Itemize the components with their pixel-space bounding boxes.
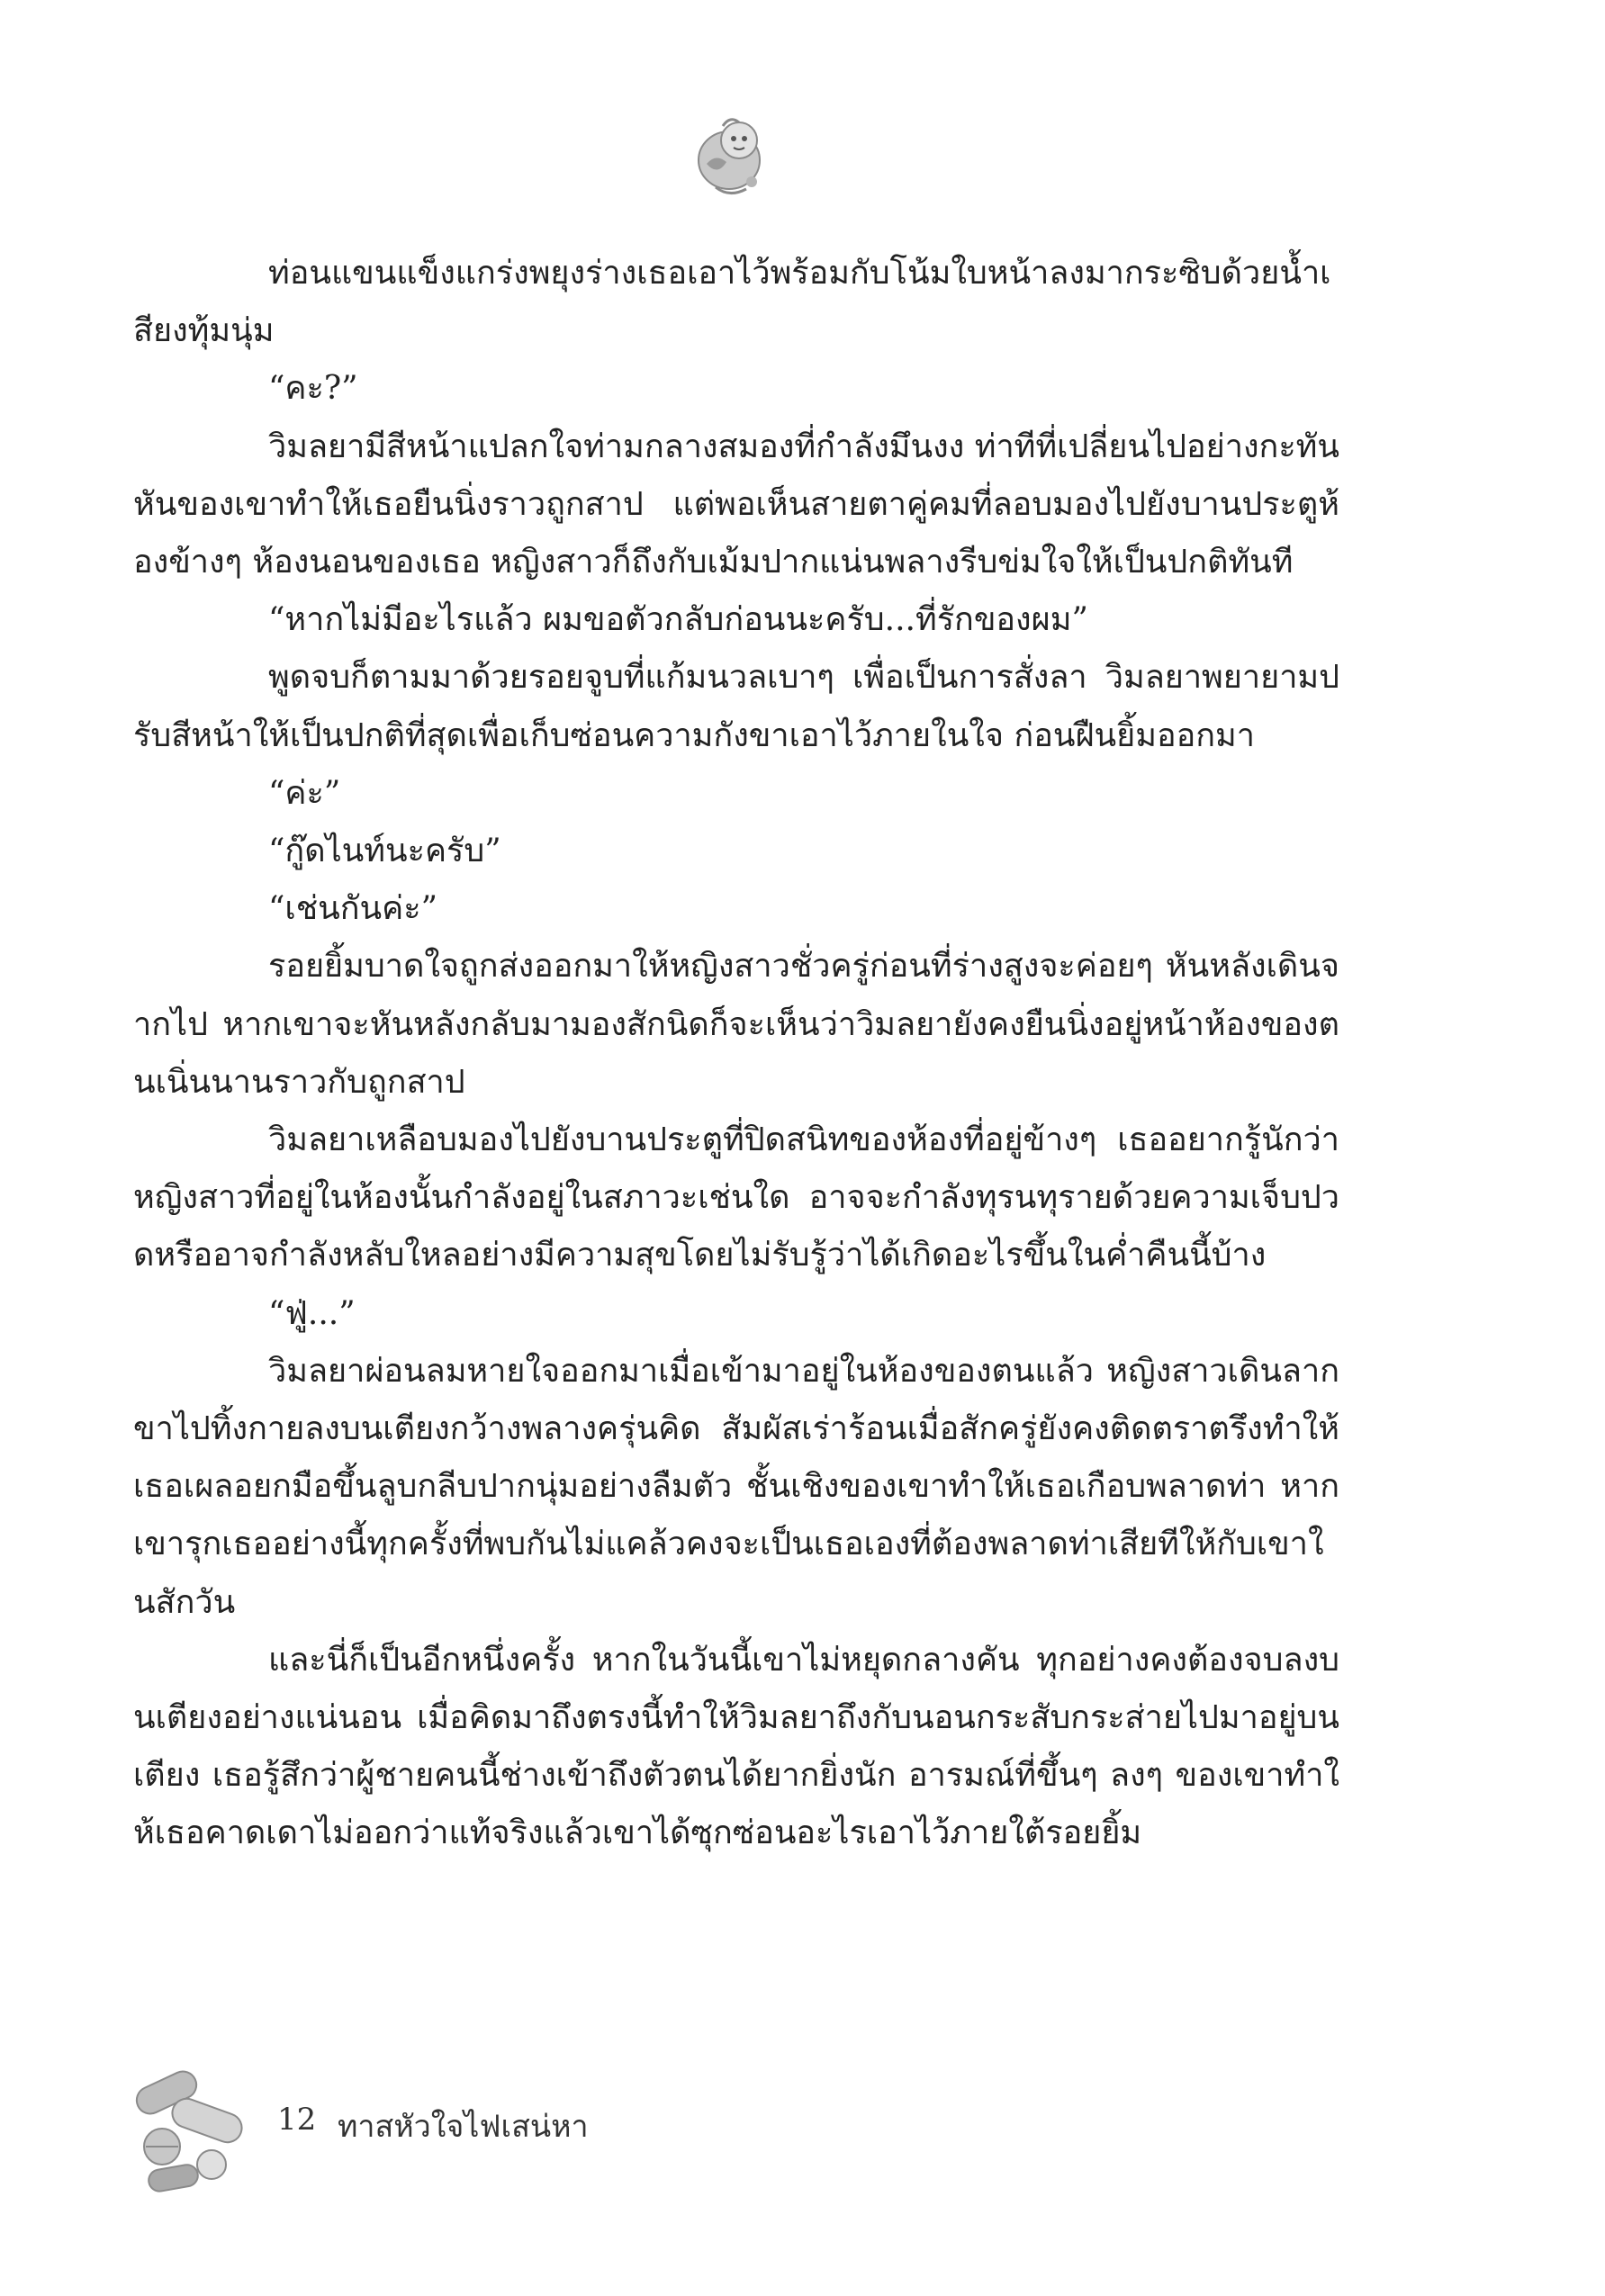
- body-text: [133, 245, 1339, 1863]
- paragraph-6: วิมลยาผ่อนลมหายใจออกมาเมื่อเข้ามาอยู่ในห้องของตนแล้ว หญิงสาวเดินลากขาไปทิ้งกายลงบนเตียงกว้างพลางครุ่นคิด สัมผัสเร่าร้อนเมื่อสักครู่ยังคงติดตราตรึงทำให้เธอเผลอยกมือขึ้นลูบกลีบปากนุ่มอย่างลืมตัว ชั้นเชิงของเขาทำให้เธอเกือบพลาดท่า หากเขารุกเธออย่างนี้ทุกครั้งที่พบกันไม่แคล้วคงจะเป็นเธอเองที่ต้องพลาดท่าเสียทีให้กับเขาในสักวัน: [133, 1352, 1339, 1621]
- paragraph-7: และนี่ก็เป็นอีกหนึ่งครั้ง หากในวันนี้เขาไม่หยุดกลางคัน ทุกอย่างคงต้องจบลงบนเตียงอย่างแน่นอน เมื่อคิดมาถึงตรงนี้ทำให้วิมลยาถึงกับนอนกระสับกระส่ายไปมาอยู่บนเตียง เธอรู้สึกว่าผู้ชายคนนี้ช่างเข้าถึงตัวตนได้ยากยิ่งนัก อารมณ์ที่ขึ้นๆ ลงๆ ของเขาทำให้เธอคาดเดาไม่ออกว่าแท้จริงแล้วเขาได้ซุกซ่อนอะไรเอาไว้ภายใต้รอยยิ้ม: [133, 1641, 1339, 1852]
- paragraph-2: วิมลยามีสีหน้าแปลกใจท่ามกลางสมองที่กำลังมึนงง ท่าทีที่เปลี่ยนไปอย่างกะทันหันของเขาทำให้เธอยืนนิ่งราวถูกสาป แต่พอเห็นสายตาคู่คมที่ลอบมองไปยังบานประตูห้องข้างๆ ห้องนอนของเธอ หญิงสาวก็ถึงกับเม้มปากแน่นพลางรีบข่มใจให้เป็นปกติทันที: [133, 428, 1339, 581]
- cartoon-mascot-icon: [680, 108, 779, 207]
- paragraph-4: รอยยิ้มบาดใจถูกส่งออกมาให้หญิงสาวชั่วครู่ก่อนที่ร่างสูงจะค่อยๆ หันหลังเดินจากไป หากเขาจะหันหลังกลับมามองสักนิดก็จะเห็นว่าวิมลยายังคงยืนนิ่งอยู่หน้าห้องของตนเนิ่นนานราวกับถูกสาป: [133, 948, 1339, 1101]
- paragraph-1: ท่อนแขนแข็งแกร่งพยุงร่างเธอเอาไว้พร้อมกับโน้มใบหน้าลงมากระซิบด้วยน้ำเสียงทุ้มนุ่ม: [133, 255, 1331, 350]
- paragraph-3: พูดจบก็ตามมาด้วยรอยจูบที่แก้มนวลเบาๆ เพื่อเป็นการสั่งลา วิมลยาพยายามปรับสีหน้าให้เป็นปกติที่สุดเพื่อเก็บซ่อนความกังขาเอาไว้ภายในใจ ก่อนฝืนยิ้มออกมา: [133, 659, 1339, 754]
- book-title: ทาสหัวใจไฟเสน่หา: [338, 2109, 589, 2145]
- dialogue-line-2: “หากไม่มีอะไรแล้ว ผมขอตัวกลับก่อนนะครับ...ที่รักของผม”: [268, 601, 1088, 639]
- pills-icon: [126, 2061, 261, 2196]
- dialogue-line-3: “ค่ะ”: [268, 774, 341, 812]
- page-footer: [0, 2061, 1605, 2223]
- page-number: 12: [277, 2102, 317, 2138]
- dialogue-line-6: “ฟู่...”: [268, 1294, 356, 1332]
- dialogue-line-4: “กู๊ดไนท์นะครับ”: [268, 833, 501, 870]
- paragraph-5: วิมลยาเหลือบมองไปยังบานประตูที่ปิดสนิทของห้องที่อยู่ข้างๆ เธออยากรู้นักว่าหญิงสาวที่อยู่ในห้องนั้นกำลังอยู่ในสภาวะเช่นใด อาจจะกำลังทุรนทุรายด้วยความเจ็บปวดหรืออาจกำลังหลับใหลอย่างมีความสุขโดยไม่รับรู้ว่าได้เกิดอะไรขึ้นในค่ำคืนนี้บ้าง: [133, 1121, 1339, 1274]
- dialogue-line-5: “เช่นกันค่ะ”: [268, 890, 437, 928]
- dialogue-line-1: “คะ?”: [268, 370, 358, 408]
